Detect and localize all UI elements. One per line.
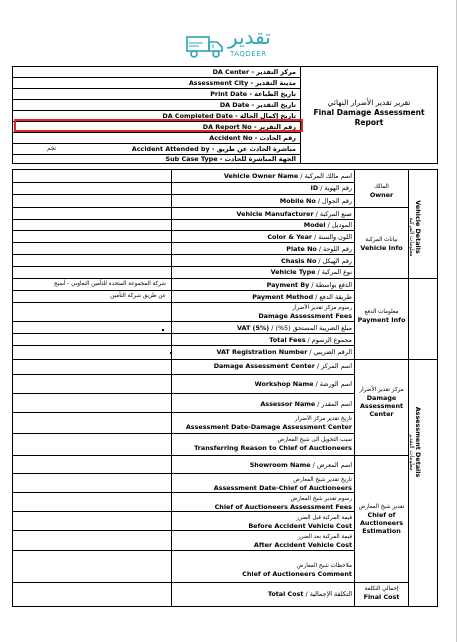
logo-arabic-text: تقدير	[228, 25, 271, 49]
header-fields	[13, 67, 300, 163]
dac-group-en: Damage Assessment Center	[359, 394, 404, 418]
owner-name-label: Vehicle Owner Name / اسم مالك المركبة	[223, 172, 352, 180]
vehicle-details-ar: معلومات المركبة	[408, 217, 414, 257]
accident-attended-value: نجم	[47, 145, 56, 152]
after-accident-cost-label: قيمة المركبة بعد الضرر After Accident Vehicle Cost	[253, 534, 352, 549]
vat-value-dot	[162, 329, 164, 331]
chief-assessment-date-label: تاريخ تقدير شيخ المعارض Assessment Date-Chief of Auctioneers	[213, 477, 352, 492]
vehicle-info-group-en: Vehicle Info	[360, 244, 403, 252]
transfer-reason-label: سبب التحويل الى شيخ المعارض Transferring Reason to Chief of Auctioneers	[194, 437, 352, 452]
vat-registration-label: VAT Registration Number / الرقم الضريبي	[216, 348, 352, 356]
report-title-english: Final Damage Assessment Report	[313, 108, 425, 127]
sub-case-type-label: Sub Case Type - الجهة المباشرة للحادث	[165, 154, 296, 163]
owner-group-label	[355, 183, 408, 199]
assessment-details-en: Assessment Details	[414, 406, 422, 478]
before-accident-cost-label: قيمة المركبة قبل الضرر Before Accident Vehicle Cost	[248, 515, 352, 530]
owner-group-en: Owner	[369, 191, 394, 199]
vehicle-info-group-ar: بيانات المركبة	[365, 237, 398, 243]
da-completed-date-label: DA Completed Date - تاريخ إكمال الحالة	[162, 111, 296, 120]
report-title-arabic: تقرير تقدير الأضرار النهائي	[327, 98, 411, 107]
vat-label: VAT (5%) / مبلغ الضريبة المستحق (5%)	[236, 324, 352, 332]
report-header-table	[12, 66, 438, 164]
payment-by-label: Payment By / الدفع بواسطة	[266, 281, 352, 289]
da-report-no-label: DA Report No - رقم التقرير	[202, 122, 296, 131]
manufacturer-label: Vehicle Manufacturer / صنع المركبة	[236, 210, 352, 218]
dac-name-label: Damage Assessment Center / اسم المركز	[213, 362, 352, 370]
dac-assessment-date-label: تاريخ تقدير مركز الأضرار Assessment Date-Damage Assessment Center	[185, 416, 352, 431]
chief-comment-label: ملاحظات شيخ المعارض Chief of Auctioneers Comment	[242, 563, 352, 578]
total-fees-label: Total Fees / مجموع الرسوم	[269, 336, 352, 344]
final-cost-group-ar: إجمالي التكلفة	[364, 586, 399, 592]
print-date-label: Print Date - تاريخ الطباعة	[210, 89, 296, 98]
report-title	[303, 98, 435, 128]
header-row-accident-no	[13, 133, 300, 143]
dac-group-ar: مركز تقدير الأضرار	[359, 387, 404, 393]
taqdeer-logo	[186, 26, 286, 64]
final-cost-group-label	[355, 585, 408, 601]
assessor-name-label: Assessor Name / اسم المقدر	[260, 400, 352, 408]
workshop-name-label: Workshop Name / اسم الورشة	[254, 380, 352, 388]
accident-no-label: Accident No - رقم الحادث	[209, 133, 296, 142]
vehicle-details-en: Vehicle Details	[414, 200, 422, 254]
payment-group-en: Payment Info	[357, 316, 406, 324]
header-row-da-center	[13, 67, 300, 77]
header-row-sub-case-type	[13, 154, 300, 164]
truck-logo-icon	[186, 34, 226, 60]
model-label: Model / الموديل	[303, 221, 352, 229]
vehicle-info-group-label	[355, 236, 408, 252]
header-row-accident-attended	[13, 144, 300, 154]
payment-method-value: عن طريق شركة التأمين	[110, 293, 166, 299]
final-cost-group-en: Final Cost	[363, 593, 400, 601]
color-year-label: Color & Year / اللون والسنة	[267, 233, 352, 241]
da-report-no-highlight	[14, 119, 303, 132]
da-center-label: DA Center - مركز التقدير	[212, 68, 296, 76]
vehicle-type-label: Vehicle Type / نوع المركبة	[270, 268, 352, 276]
owner-mobile-label: Mobile No / رقم الجوال	[279, 197, 352, 205]
accident-attended-label: Accident Attended by - مباشرة الحادث عن طريق	[131, 144, 296, 153]
assessment-details-ar: معلومات التقدير	[408, 433, 414, 471]
payment-by-value: شركة المجموعة المتحدة للتأمين التعاوني - أسيج	[53, 281, 166, 287]
payment-group-ar: معلومات الدفع	[364, 309, 399, 315]
chief-group-label	[355, 503, 408, 535]
owner-group-ar: المالك	[374, 184, 389, 190]
header-row-da-date	[13, 100, 300, 110]
header-row-print-date	[13, 89, 300, 99]
chief-fees-label: رسوم تقدير شيخ المعارض Chief of Auctioneers Assessment Fees	[214, 496, 352, 511]
chief-group-ar: تقدير شيخ المعارض	[358, 504, 405, 510]
owner-id-label: ID / رقم الهوية	[310, 184, 352, 192]
logo-english-text: TAQDEER	[230, 50, 267, 58]
payment-method-label: Payment Method / طريقة الدفع	[252, 293, 352, 301]
vat-registration-value-dot	[170, 352, 172, 354]
header-row-assessment-city	[13, 78, 300, 88]
dac-group-label	[355, 386, 408, 418]
assessment-fees-label: رسوم مركز تقدير الأضرار Damage Assessment Fees	[258, 305, 352, 320]
da-date-label: DA Date - تاريخ التقدير	[219, 100, 296, 109]
chasis-no-label: Chasis No / رقم الهيكل	[281, 257, 352, 265]
chief-group-en: Chief of Auctioneers Estimation	[359, 511, 404, 535]
plate-no-label: Plate No / رقم اللوحة	[286, 245, 352, 253]
total-cost-label: Total Cost / التكلفة الإجمالية	[267, 590, 352, 598]
payment-info-group-label	[355, 308, 408, 324]
showroom-name-label: Showroom Name / اسم المعرض	[249, 461, 352, 469]
assessment-city-label: Assessment City - مدينة التقدير	[188, 78, 296, 87]
